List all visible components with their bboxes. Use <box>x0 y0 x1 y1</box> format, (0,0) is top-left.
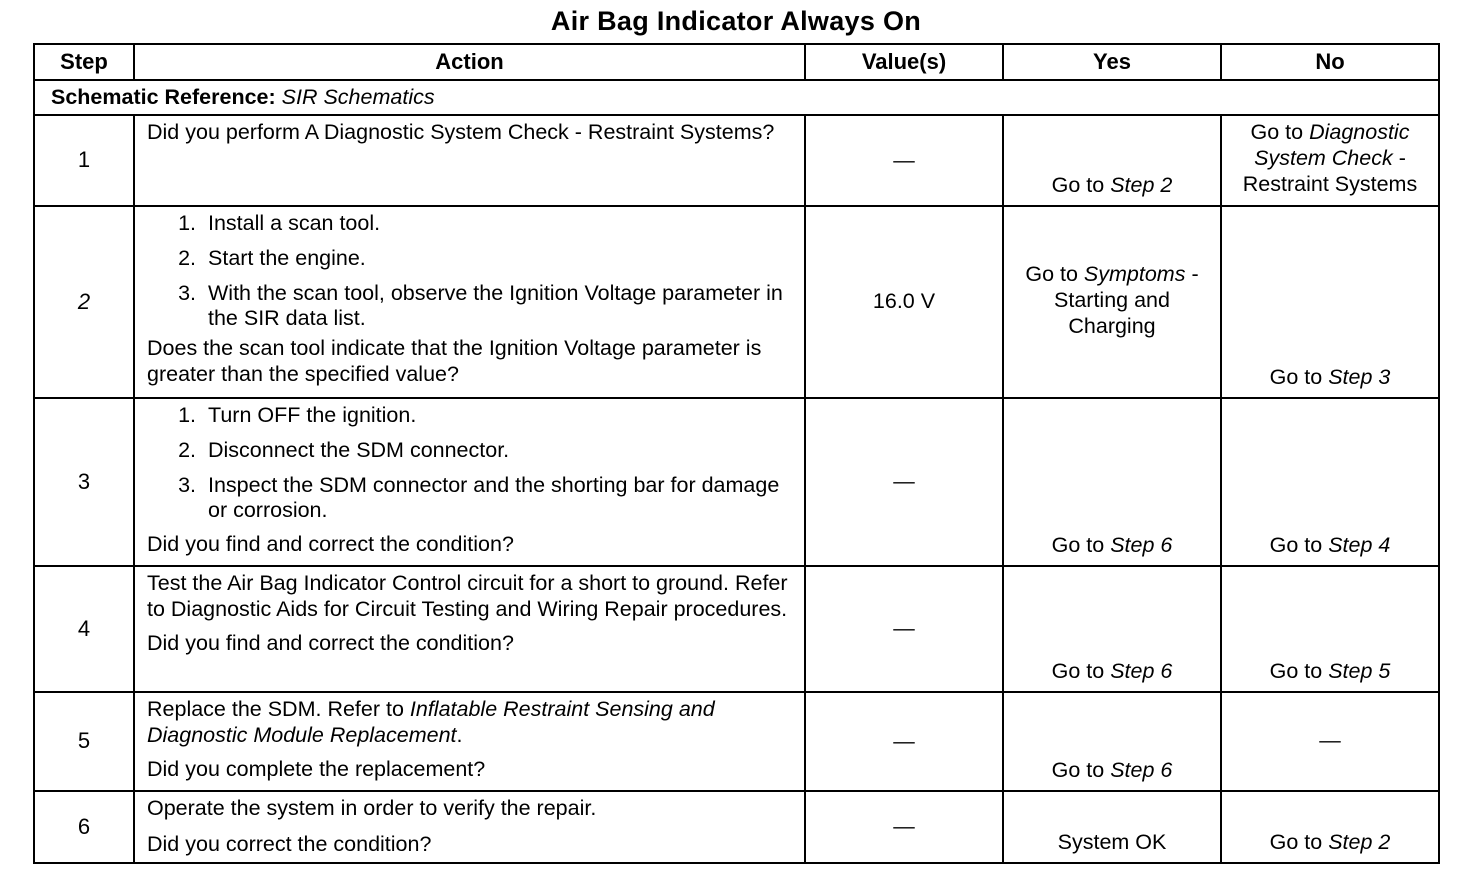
action-suffix: . <box>456 722 463 747</box>
action-question: Did you correct the condition? <box>147 831 432 856</box>
action-cell <box>134 398 805 566</box>
yes-link[interactable]: Step 6 <box>1110 533 1173 558</box>
header-yes: Yes <box>1003 44 1221 80</box>
yes-prefix: Go to <box>1051 173 1111 198</box>
value-dash: — <box>893 616 915 641</box>
no-cell <box>1221 791 1439 863</box>
yes-link[interactable]: Step 2 <box>1110 173 1173 198</box>
schematic-reference-label: Schematic Reference: <box>51 84 276 109</box>
action-cell <box>134 566 805 692</box>
yes-text: System OK <box>1057 829 1167 854</box>
table-row <box>34 398 1439 566</box>
step-number: 6 <box>34 791 134 863</box>
action-cell <box>134 115 805 206</box>
value-cell <box>805 115 1003 206</box>
no-suffix: - Restraint Systems <box>1242 145 1418 196</box>
no-cell <box>1221 206 1439 398</box>
list-item: 3. Inspect the SDM connector and the shorting bar for damage or corrosion. <box>202 473 794 525</box>
action-cell <box>134 206 805 398</box>
value-cell: 16.0 V <box>805 206 1003 398</box>
action-steps-list <box>147 403 794 524</box>
no-link[interactable]: Diagnostic System Check <box>1254 120 1410 170</box>
value-cell <box>805 692 1003 791</box>
value-dash: — <box>893 147 915 172</box>
yes-cell <box>1003 566 1221 692</box>
no-prefix: Go to <box>1269 829 1329 854</box>
action-text: Did you perform A Diagnostic System Check - Restraint Systems? <box>147 120 775 144</box>
list-item: 1. Turn OFF the ignition. <box>202 403 794 429</box>
step-number: 2 <box>34 206 134 398</box>
schematic-reference-link[interactable]: SIR Schematics <box>281 84 435 109</box>
no-cell <box>1221 115 1439 206</box>
no-link[interactable]: Step 5 <box>1328 659 1391 684</box>
yes-link[interactable]: Symptoms <box>1083 262 1186 287</box>
action-question: Did you find and correct the condition? <box>147 630 514 655</box>
yes-cell <box>1003 398 1221 566</box>
yes-cell <box>1003 115 1221 206</box>
no-link[interactable]: Step 4 <box>1328 533 1391 558</box>
value-cell <box>805 566 1003 692</box>
no-prefix: Go to <box>1250 120 1310 144</box>
header-action: Action <box>134 44 805 80</box>
value-cell <box>805 398 1003 566</box>
header-row <box>34 44 1439 80</box>
table-row <box>34 791 1439 863</box>
yes-suffix: - Starting and Charging <box>1054 262 1199 338</box>
action-steps-list <box>147 211 794 332</box>
action-text: Test the Air Bag Indicator Control circuit for a short to ground. Refer to Diagnostic Aids for Circuit Testing and Wiring Repair procedures. <box>147 571 788 621</box>
no-prefix: Go to <box>1269 533 1329 558</box>
table-row <box>34 692 1439 791</box>
action-text <box>147 697 794 749</box>
header-no: No <box>1221 44 1439 80</box>
no-prefix: Go to <box>1269 659 1329 684</box>
list-item: 2. Disconnect the SDM connector. <box>202 438 794 464</box>
action-prefix: Replace the SDM. Refer to <box>147 697 410 721</box>
action-question: Did you find and correct the condition? <box>147 532 514 557</box>
step-number: 4 <box>34 566 134 692</box>
action-cell <box>134 791 805 863</box>
step-number: 1 <box>34 115 134 206</box>
schematic-reference <box>34 80 1439 115</box>
action-question: Does the scan tool indicate that the Ignition Voltage parameter is greater than the specified value? <box>147 336 762 386</box>
yes-link[interactable]: Step 6 <box>1110 659 1173 684</box>
diagnostic-table <box>33 43 1440 864</box>
list-item: 2. Start the engine. <box>202 246 794 272</box>
yes-prefix: Go to <box>1051 758 1111 783</box>
no-prefix: Go to <box>1269 365 1329 390</box>
no-cell <box>1221 566 1439 692</box>
header-step: Step <box>34 44 134 80</box>
yes-link[interactable]: Step 6 <box>1110 758 1173 783</box>
action-link[interactable]: Inflatable Restraint Sensing and Diagnostic Module Replacement <box>147 697 715 747</box>
no-cell <box>1221 398 1439 566</box>
action-text: Operate the system in order to verify the repair. <box>147 796 597 820</box>
yes-cell <box>1003 791 1221 863</box>
schematic-reference-row <box>34 80 1439 115</box>
yes-cell <box>1003 692 1221 791</box>
yes-prefix: Go to <box>1051 659 1111 684</box>
table-row <box>34 206 1439 398</box>
value-dash: — <box>893 469 915 494</box>
no-link[interactable]: Step 2 <box>1328 829 1391 854</box>
header-values: Value(s) <box>805 44 1003 80</box>
table-row <box>34 115 1439 206</box>
step-number: 3 <box>34 398 134 566</box>
value-cell <box>805 791 1003 863</box>
yes-prefix: Go to <box>1025 262 1084 287</box>
table-row <box>34 566 1439 692</box>
page-title: Air Bag Indicator Always On <box>550 6 922 36</box>
no-dash: — <box>1319 727 1341 752</box>
list-item: 1. Install a scan tool. <box>202 211 794 237</box>
step-number: 5 <box>34 692 134 791</box>
action-cell <box>134 692 805 791</box>
value-dash: — <box>893 813 915 838</box>
list-item: 3. With the scan tool, observe the Ignition Voltage parameter in the SIR data list. <box>202 281 794 333</box>
value-dash: — <box>893 728 915 753</box>
no-link[interactable]: Step 3 <box>1328 365 1391 390</box>
no-cell <box>1221 692 1439 791</box>
yes-prefix: Go to <box>1051 533 1111 558</box>
yes-cell <box>1003 206 1221 398</box>
action-question: Did you complete the replacement? <box>147 756 486 781</box>
